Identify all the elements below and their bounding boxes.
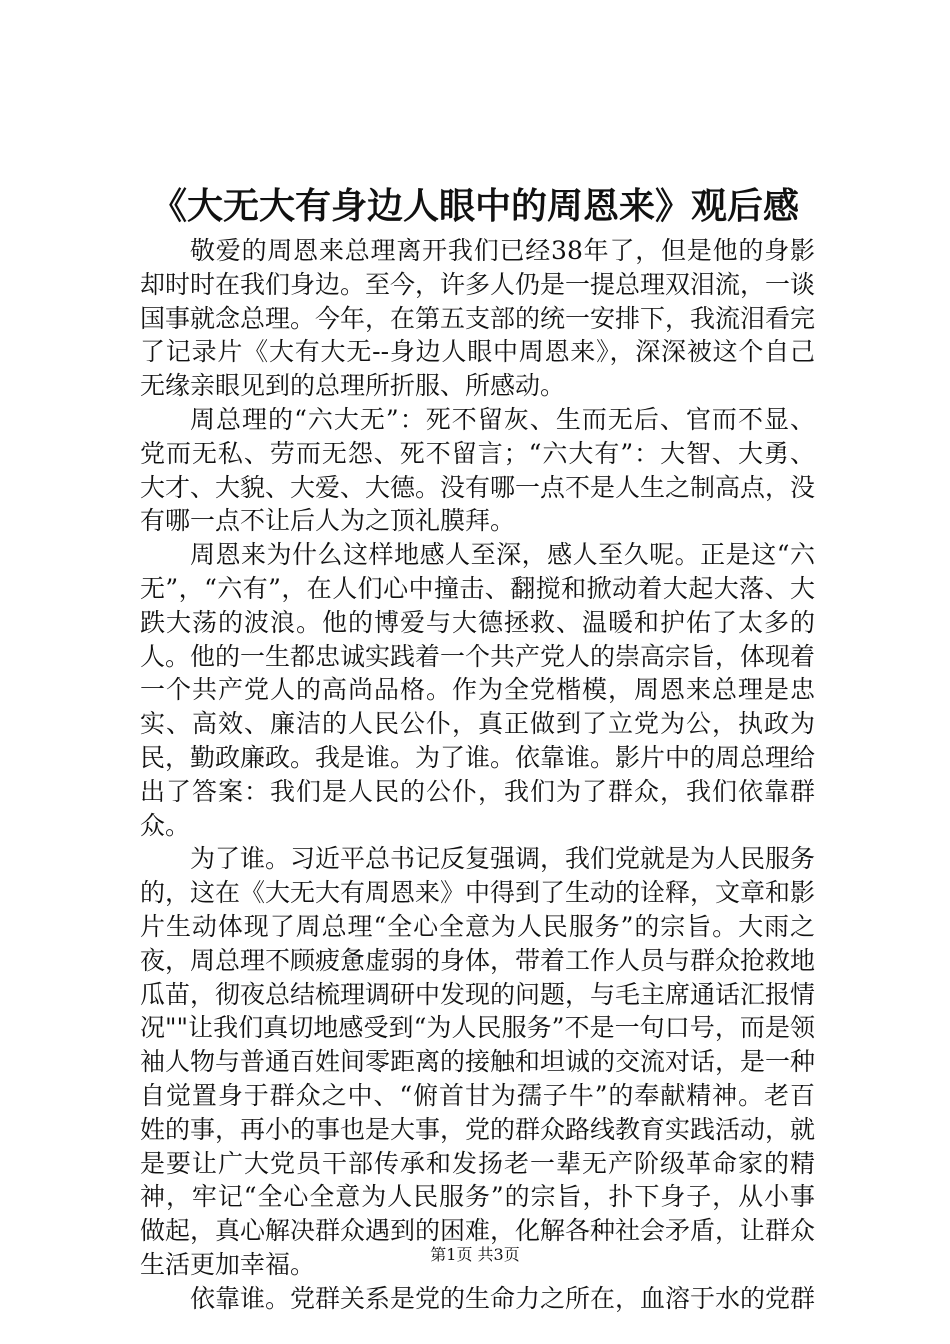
document-title: 《大无大有身边人眼中的周恩来》观后感 (150, 185, 799, 227)
paragraph-1: 敬爱的周恩来总理离开我们已经38年了，但是他的身影却时时在我们身边。至今，许多人仍是一提总理双泪流，一谈国事就念总理。今年，在第五支部的统一安排下，我流泪看完了记录片《大有大无--身边人眼中周恩来》，深深被这个自己无缘亲眼见到的总理所折服、所感动。 (140, 236, 816, 401)
paragraph-2: 周总理的“六大无”：死不留灰、生而无后、官而不显、党而无私、劳而无怨、死不留言；“六大有”：大智、大勇、大才、大貌、大爱、大德。没有哪一点不是人生之制高点，没有哪一点不让后人为之顶礼膜拜。 (140, 404, 816, 536)
paragraph-3: 周恩来为什么这样地感人至深，感人至久呢。正是这“六无”，“六有”，在人们心中撞击、翻搅和掀动着大起大落、大跌大荡的波浪。他的博爱与大德拯救、温暖和护佑了太多的人。他的一生都忠诚实践着一个共产党人的崇高宗旨，体现着一个共产党人的高尚品格。作为全党楷模，周恩来总理是忠实、高效、廉洁的人民公仆，真正做到了立党为公，执政为民，勤政廉政。我是谁。为了谁。依靠谁。影片中的周总理给出了答案：我们是人民的公仆，我们为了群众，我们依靠群众。 (140, 540, 816, 840)
document-body (140, 234, 815, 1316)
paragraph-4: 为了谁。习近平总书记反复强调，我们党就是为人民服务的，这在《大无大有周恩来》中得到了生动的诠释，文章和影片生动体现了周总理“全心全意为人民服务”的宗旨。大雨之夜，周总理不顾疲惫虚弱的身体，带着工作人员与群众抢救地瓜苗，彻夜总结梳理调研中发现的问题，与毛主席通话汇报情况""让我们真切地感受到“为人民服务”不是一句口号，而是领袖人物与普通百姓间零距离的接触和坦诚的交流对话，是一种自觉置身于群众之中、“俯首甘为孺子牛”的奉献精神。老百姓的事，再小的事也是大事，党的群众路线教育实践活动，就是要让广大党员干部传承和发扬老一辈无产阶级革命家的精神，牢记“全心全意为人民服务”的宗旨，扑下身子，从小事做起，真心解决群众遇到的困难，化解各种社会矛盾，让群众生活更加幸福。 (140, 844, 816, 1279)
paragraph-5: 依靠谁。党群关系是党的生命力之所在，血溶于水的党群 (190, 1283, 816, 1313)
page-number-footer: 第1页 共3页 (430, 1245, 520, 1264)
